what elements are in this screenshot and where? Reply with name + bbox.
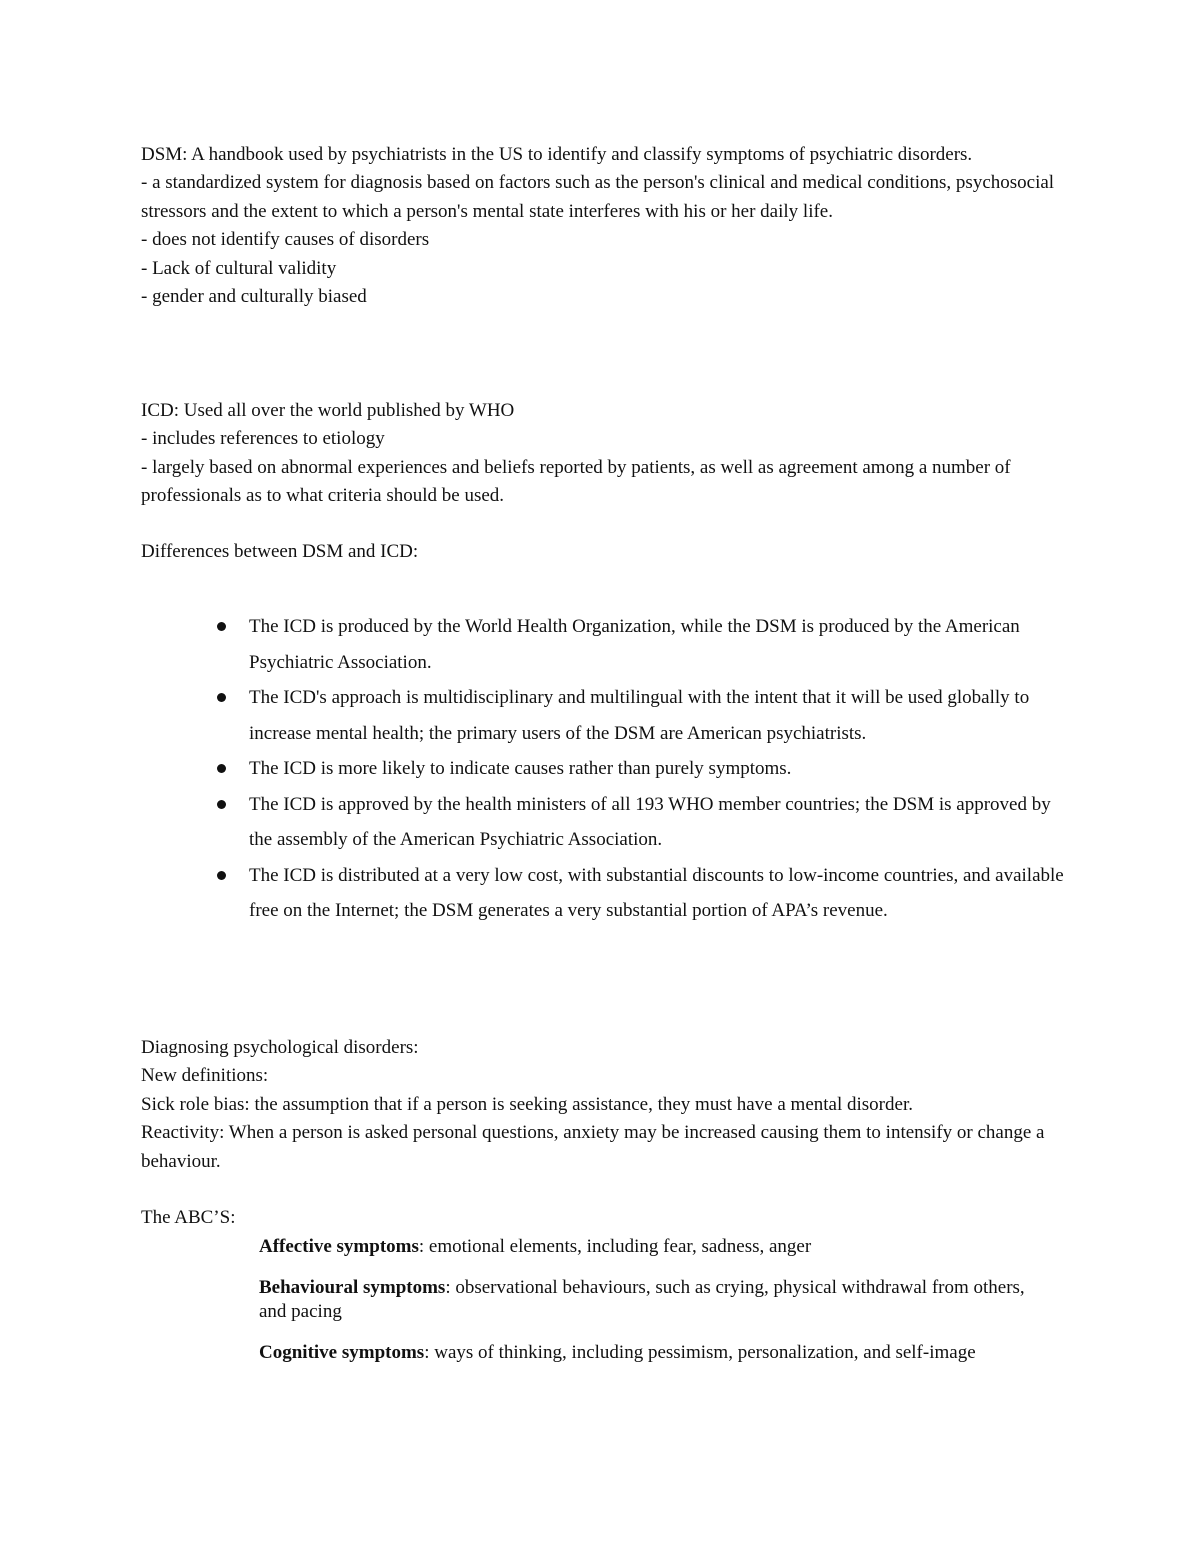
dsm-point: - Lack of cultural validity [141, 257, 337, 279]
definition-reactivity: Reactivity: When a person is asked personal questions, anxiety may be increased causing them to intensify or change a behaviour. [141, 1122, 1045, 1172]
abc-item-affective [259, 1235, 1049, 1259]
icd-point: - largely based on abnormal experiences and beliefs reported by patients, as well as agreement among a number of professionals as to what criteria should be used. [141, 456, 1011, 507]
dsm-point: - does not identify causes of disorders [141, 229, 430, 251]
abc-section [141, 1204, 1071, 1232]
list-item: The ICD is more likely to indicate causes rather than purely symptoms. [249, 751, 1069, 787]
list-item: The ICD's approach is multidisciplinary and multilingual with the intent that it will be used globally to increase mental health; the primary users of the DSM are American psychiatrists. [249, 680, 1069, 751]
definitions-subheading: New definitions: [141, 1065, 269, 1087]
dsm-section [141, 141, 1071, 311]
icd-section [141, 397, 1071, 511]
differences-list [249, 609, 1069, 929]
abc-description: : emotional elements, including fear, sadness, anger [418, 1236, 812, 1257]
abc-heading: The ABC’S: [141, 1207, 236, 1228]
abc-term: Behavioural symptoms [259, 1277, 446, 1298]
list-item: The ICD is distributed at a very low cost, with substantial discounts to low-income countries, and available free on the Internet; the DSM generates a very substantial portion of APA’s revenue. [249, 858, 1069, 929]
list-item: The ICD is approved by the health ministers of all 193 WHO member countries; the DSM is approved by the assembly of the American Psychiatric Association. [249, 787, 1069, 858]
icd-point: - includes references to etiology [141, 428, 385, 450]
list-item: The ICD is produced by the World Health Organization, while the DSM is produced by the American Psychiatric Association. [249, 609, 1069, 680]
differences-section [141, 538, 1071, 566]
abc-term: Cognitive symptoms [259, 1342, 425, 1363]
definition-sick-role-bias: Sick role bias: the assumption that if a person is seeking assistance, they must have a mental disorder. [141, 1093, 913, 1115]
dsm-heading: DSM: A handbook used by psychiatrists in the US to identify and classify symptoms of psychiatric disorders. [141, 144, 973, 165]
abc-description: : observational behaviours, such as crying, physical withdrawal from others, and pacing [259, 1277, 1025, 1322]
diagnosing-heading: Diagnosing psychological disorders: [141, 1037, 419, 1058]
differences-heading: Differences between DSM and ICD: [141, 541, 419, 562]
dsm-point: - gender and culturally biased [141, 286, 367, 308]
icd-heading: ICD: Used all over the world published by WHO [141, 400, 515, 421]
diagnosing-section [141, 1034, 1071, 1176]
abc-term: Affective symptoms [259, 1236, 419, 1257]
abc-item-behavioural [259, 1276, 1049, 1323]
abc-item-cognitive [259, 1341, 1049, 1365]
dsm-point: - a standardized system for diagnosis based on factors such as the person's clinical and medical conditions, psychosocial stressors and the extent to which a person's mental state interferes with his or her daily life. [141, 172, 1055, 222]
abc-description: : ways of thinking, including pessimism, personalization, and self-image [424, 1342, 976, 1363]
